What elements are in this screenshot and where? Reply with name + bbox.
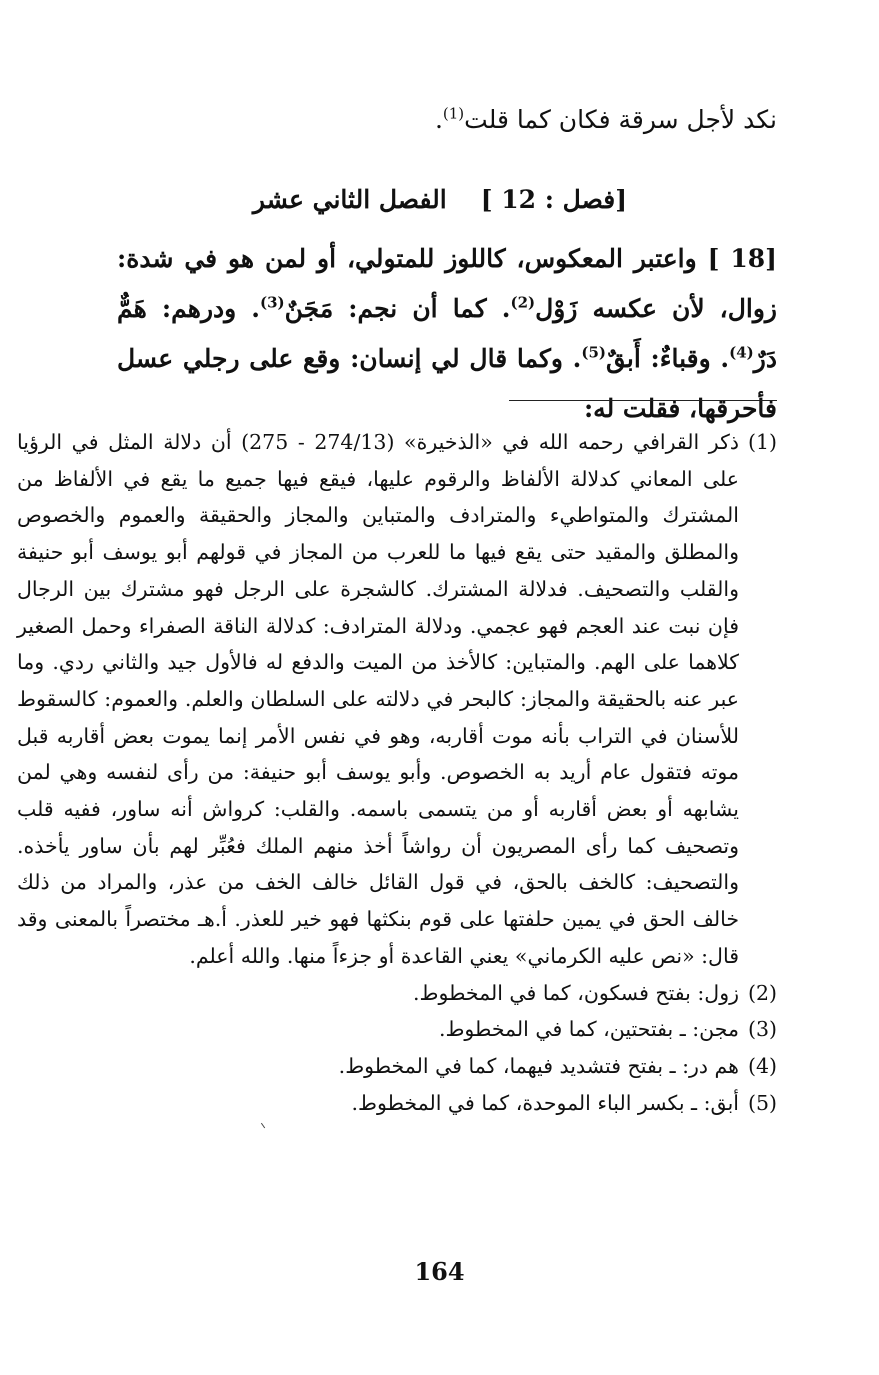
footnotes: [17, 424, 777, 1121]
footnote-number: (1): [747, 430, 777, 454]
footnote-number: (3): [747, 1017, 777, 1042]
chapter-label: [فصل : 12 ]: [480, 185, 628, 214]
footnote-text: هم در: ـ بفتح فتشديد فيهما، كما في المخطوط.: [338, 1053, 739, 1078]
footnote-1: [17, 424, 777, 975]
footnote-5: [17, 1085, 777, 1122]
footnote-4: [17, 1048, 777, 1085]
footnote-2: [17, 975, 777, 1012]
paragraph-number: [18 ]: [707, 244, 777, 273]
footnote-text: مجن: ـ بفتحتين، كما في المخطوط.: [438, 1017, 739, 1042]
chapter-title: الفصل الثاني عشر: [252, 185, 447, 214]
footnote-ref-2[interactable]: (2): [510, 293, 536, 312]
footnote-divider: [509, 400, 777, 401]
footnote-3: [17, 1011, 777, 1048]
footnote-number: (2): [747, 980, 777, 1005]
footnote-number: (4): [747, 1053, 777, 1078]
footnote-text: أبق: ـ بكسر الباء الموحدة، كما في المخطوط.: [351, 1090, 739, 1115]
footnote-ref-5[interactable]: (5): [581, 343, 607, 362]
footnote-text: ذكر القرافي رحمه الله في «الذخيرة» (274/13 - 275) أن دلالة المثل في الرؤيا على المعاني كدلالة الألفاظ والرقوم عليها، فيقع فيها جميع ما يقع في الألفاظ من المشترك والمتواطيء والمترادف والمتباين والمجاز والحقيقة والعموم والخصوص والمطلق والمقيد حتى يقع فيها ما للعرب من المجاز في قولهم أبو يوسف أبو حنيفة والقلب والتصحيف. فدلالة المشترك. كالشجرة على الرجل فهو مشترك بين الرجال فإن نبت عند العجم فهو عجمي. ودلالة المترادف: كدلالة الناقة الصفراء وحمل الصغير كلاهما على الهم. والمتباين: كالأخذ من الميت والدفع له فالأول جيد والثاني ردي. وما عبر عنه بالحقيقة والمجاز: كالبحر في دلالته على السلطان والعلم. والعموم: كالسقوط للأسنان في التراب بأنه موت أقاربه، وهو في نفس الأمر إنما يموت بعض أقاربه قبل موته فتقول عام أريد به الخصوص. وأبو يوسف أبو حنيفة: من رأى لنفسه وهي لمن يشابهه أو بعض أقاربه أو من يتسمى باسمه. والقلب: كرواش أنه ساور، ففيه قلب وتصحيف كما رأى المصريون أن رواشاً أخذ منهم الملك فعُبِّر لهم بأن ساور يأخذه. والتصحيف: كالخف بالحق، في قول القائل خالف الخف من عذر، والمراد من ذلك خالف الحق في يمين حلفتها على قوم بنكثها فهو خير للعذر. أ.هـ مختصراً بالمعنى وقد قال: «نص عليه الكرماني» يعني القاعدة أو جزءاً منها. والله أعلم.: [17, 430, 739, 968]
footnote-ref-4[interactable]: (4): [729, 343, 754, 362]
footnote-ref-3[interactable]: (3): [260, 293, 285, 312]
chapter-heading: [120, 180, 760, 220]
main-paragraph: [18 ] واعتبر المعكوس، كاللوز للمتولي، أو لمن هو في شدة: زوال، لأن عكسه زَوْل$^{(2)}$. كما أن نجم: مَجَنٌ$^{(3)}$. ودرهم: هَمٌّ دَرٌ$^{(4)}$. وقباءٌ: أَبقٌ$^{(5)}$. وكما قال لي إنسان: وقع على رجلي عسل فأحرقها، فقلت له:: [117, 244, 777, 423]
stray-mark: [257, 1123, 265, 1131]
intro-line: نكد لأجل سرقة فكان كما قلت$^{(1)}$.: [434, 104, 777, 134]
page-number: 164: [414, 1257, 465, 1286]
footnote-number: (5): [747, 1090, 777, 1115]
footnote-text: زول: بفتح فسكون، كما في المخطوط.: [413, 980, 739, 1005]
footnote-ref-1[interactable]: (1): [442, 104, 465, 123]
